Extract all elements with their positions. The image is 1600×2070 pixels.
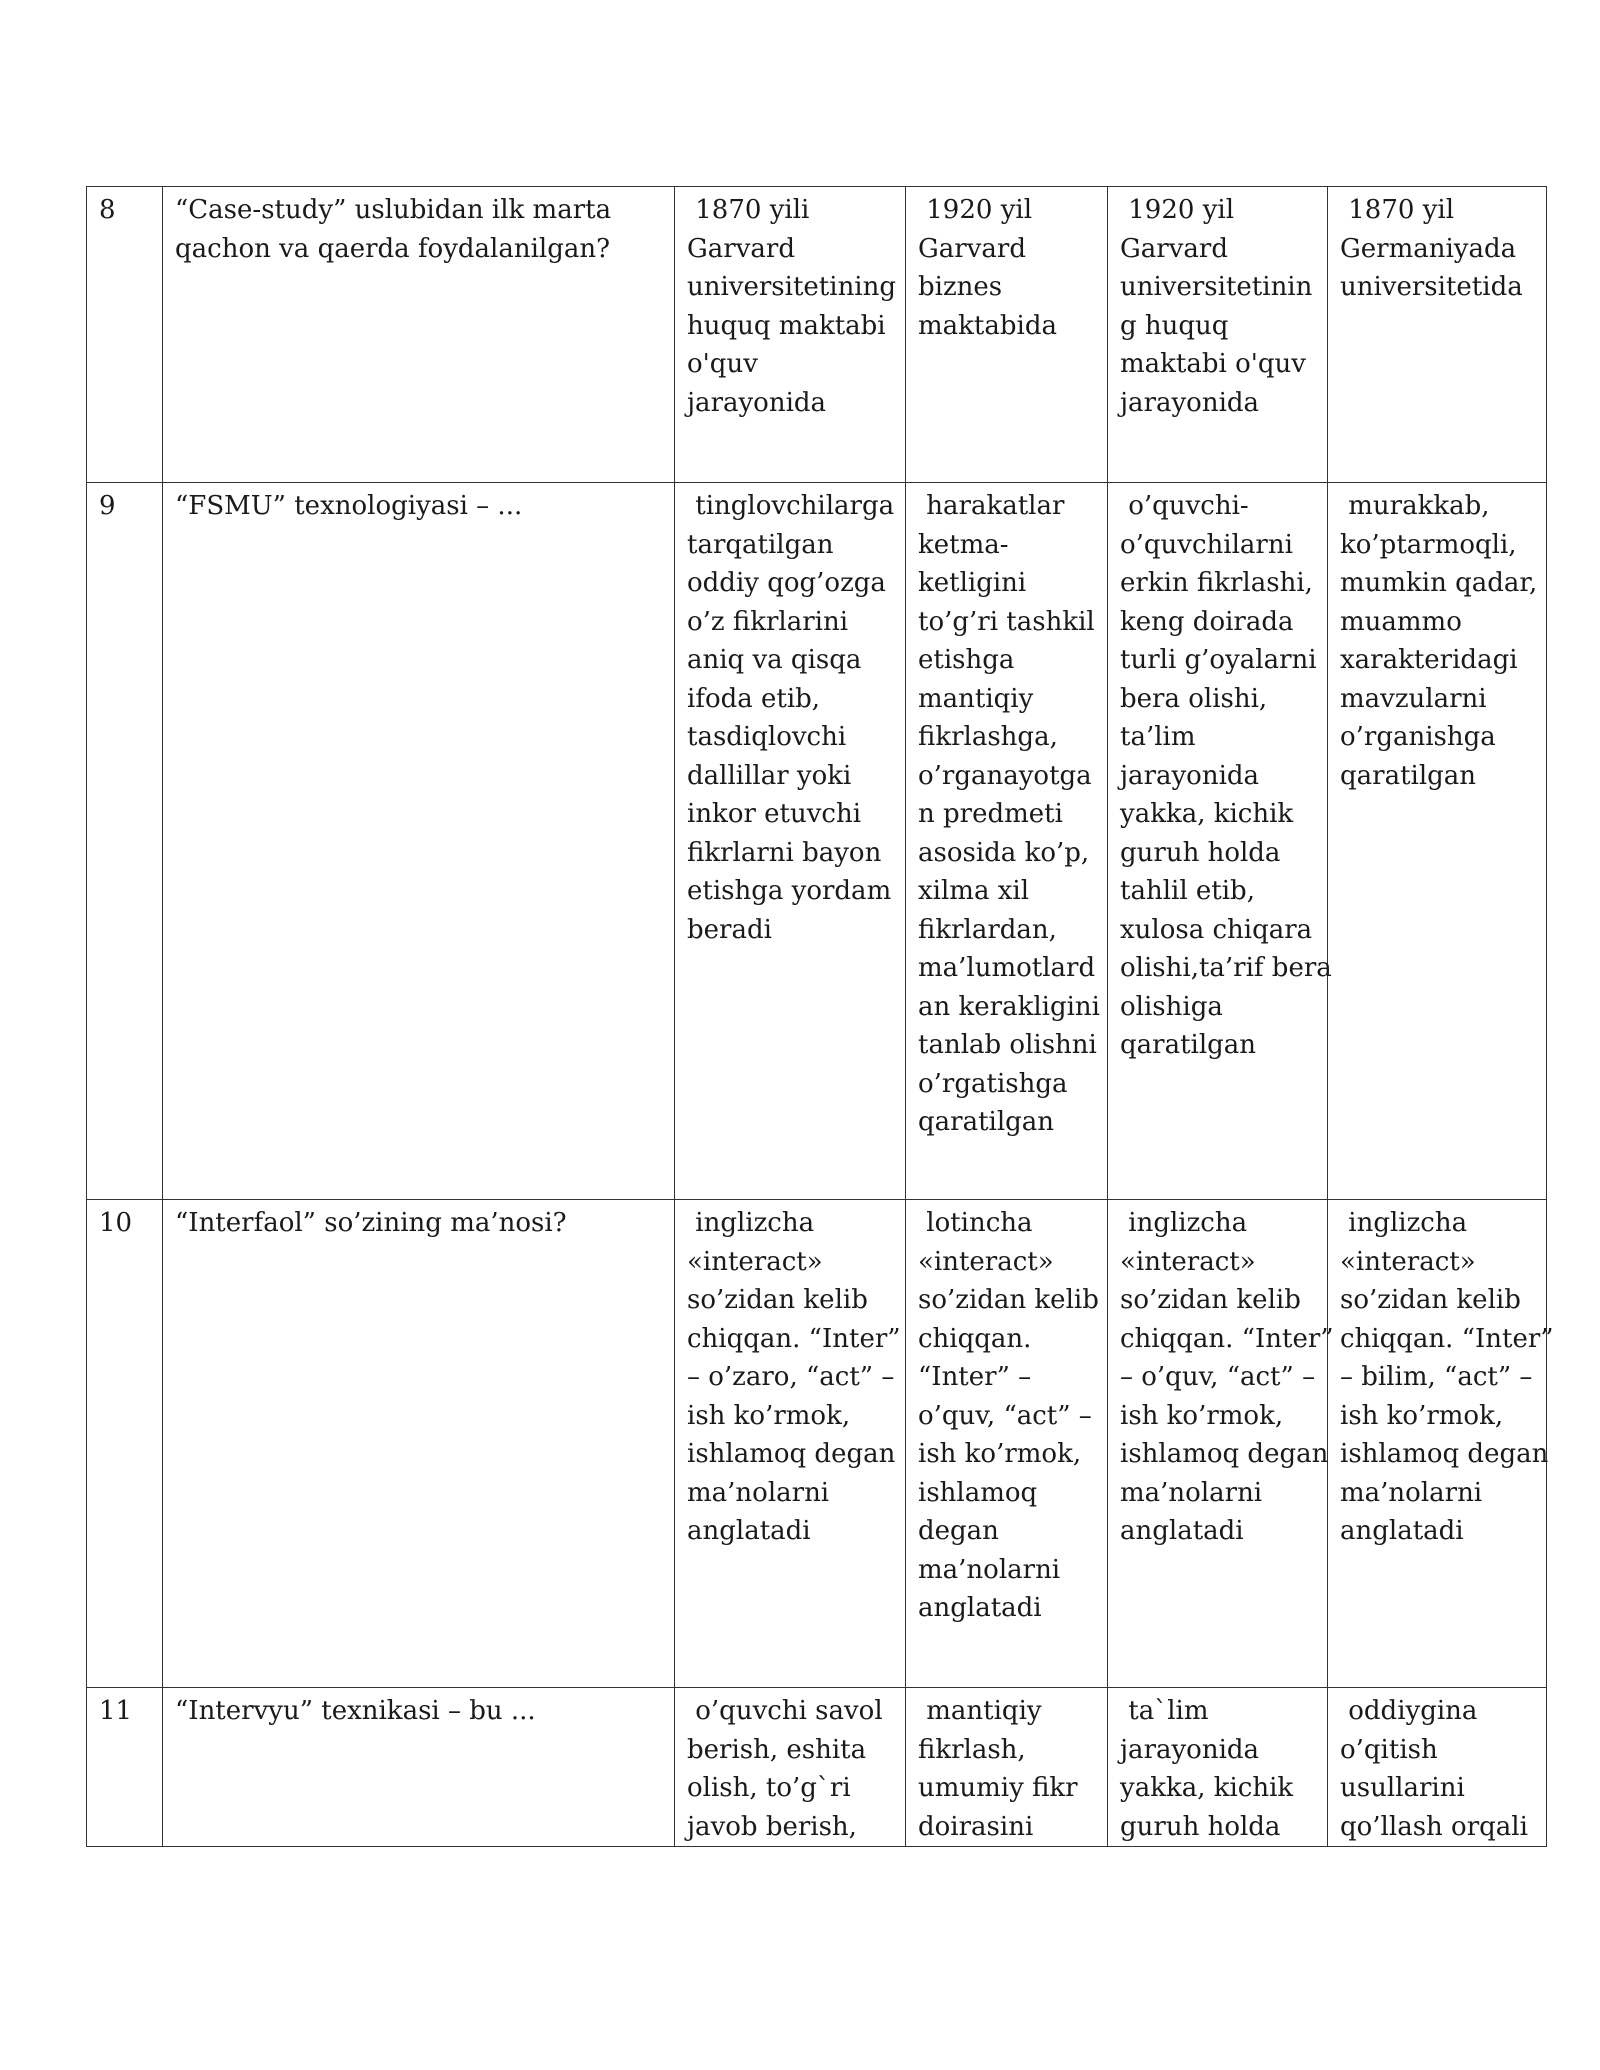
option-d-cell [1328, 483, 1547, 1200]
table-row [87, 187, 1547, 483]
option-a-cell [675, 483, 906, 1200]
option-b-cell [906, 1200, 1108, 1688]
option-text: 1870 yil Germaniyada universitetida [1340, 195, 1523, 302]
question-cell [163, 1200, 675, 1688]
option-text: inglizcha «interact» so’zidan kelib chiqqan. “Inter” – o’quv, “act” – ish ko’rmok, ishlamoq degan ma’nolarni anglatadi [1120, 1208, 1334, 1546]
option-d-cell [1328, 187, 1547, 483]
option-b-cell [906, 187, 1108, 483]
question-cell [163, 187, 675, 483]
option-d-cell [1328, 1688, 1547, 1847]
option-text: inglizcha «interact» so’zidan kelib chiqqan. “Inter” – bilim, “act” – ish ko’rmok, ishlamoq degan ma’nolarni anglatadi [1340, 1208, 1554, 1546]
table-row [87, 1200, 1547, 1688]
option-text: tinglovchilarga tarqatilgan oddiy qog’ozga o’z fikrlarini aniq va qisqa ifoda etib, tasdiqlovchi dallillar yoki inkor etuvchi fikrlarni bayon etishga yordam beradi [687, 491, 895, 945]
row-number: 10 [87, 1200, 163, 1688]
table-row [87, 483, 1547, 1200]
option-text: mantiqiy fikrlash, umumiy fikr doirasini [918, 1696, 1078, 1842]
option-a-cell [675, 1200, 906, 1688]
question-text: “Interfaol” so’zining ma’nosi? [175, 1208, 567, 1238]
option-text: o’quvchi- o’quvchilarni erkin fikrlashi, keng doirada turli g’oyalarni bera olishi, ta’lim jarayonida yakka, kichik guruh holda tahlil etib, xulosa chiqara olishi,ta’rif bera olishiga qaratilgan [1120, 491, 1332, 1060]
option-text: oddiygina o’qitish usullarini qo’llash orqali [1340, 1696, 1528, 1842]
option-text: harakatlar ketma- ketligini to’g’ri tashkil etishga mantiqiy fikrlashga, o’rganayotga n predmeti asosida ko’p, xilma xil fikrlardan, ma’lumotlard an kerakligini tanlab olishni o’rgatishga qaratilgan [918, 491, 1100, 1137]
option-d-cell [1328, 1200, 1554, 1688]
option-a-cell [675, 1688, 906, 1847]
option-a-cell [675, 187, 906, 483]
row-number: 9 [87, 483, 163, 1200]
option-text: 1920 yil Garvard universitetinin g huquq maktabi o'quv jarayonida [1120, 195, 1313, 418]
quiz-table [86, 186, 1554, 1847]
option-text: o’quvchi savol berish, eshita olish, to’g`ri javob berish, [687, 1696, 883, 1842]
table-row [87, 1688, 1547, 1847]
option-text: inglizcha «interact» so’zidan kelib chiqqan. “Inter” – o’zaro, “act” – ish ko’rmok, ishlamoq degan ma’nolarni anglatadi [687, 1208, 901, 1546]
option-c-cell [1108, 483, 1332, 1200]
option-c-cell [1108, 1200, 1334, 1688]
option-b-cell [906, 483, 1108, 1200]
row-number: 8 [87, 187, 163, 483]
question-cell [163, 483, 675, 1200]
option-text: lotincha «interact» so’zidan kelib chiqqan. “Inter” – o’quv, “act” – ish ko’rmok, ishlamoq degan ma’nolarni anglatadi [918, 1208, 1099, 1623]
question-cell [163, 1688, 675, 1847]
option-c-cell [1108, 187, 1328, 483]
option-text: ta`lim jarayonida yakka, kichik guruh holda [1120, 1696, 1294, 1842]
option-text: 1920 yil Garvard biznes maktabida [918, 195, 1057, 341]
question-text: “Case-study” uslubidan ilk marta qachon va qaerda foydalanilgan? [175, 195, 612, 264]
option-b-cell [906, 1688, 1108, 1847]
question-text: “FSMU” texnologiyasi – ... [175, 491, 523, 521]
option-text: murakkab, ko’ptarmoqli, mumkin qadar, muammo xarakteridagi mavzularni o’rganishga qaratilgan [1340, 491, 1538, 791]
option-text: 1870 yili Garvard universitetining huquq maktabi o'quv jarayonida [687, 195, 897, 418]
row-number: 11 [87, 1688, 163, 1847]
option-c-cell [1108, 1688, 1328, 1847]
question-text: “Intervyu” texnikasi – bu ... [175, 1696, 536, 1726]
